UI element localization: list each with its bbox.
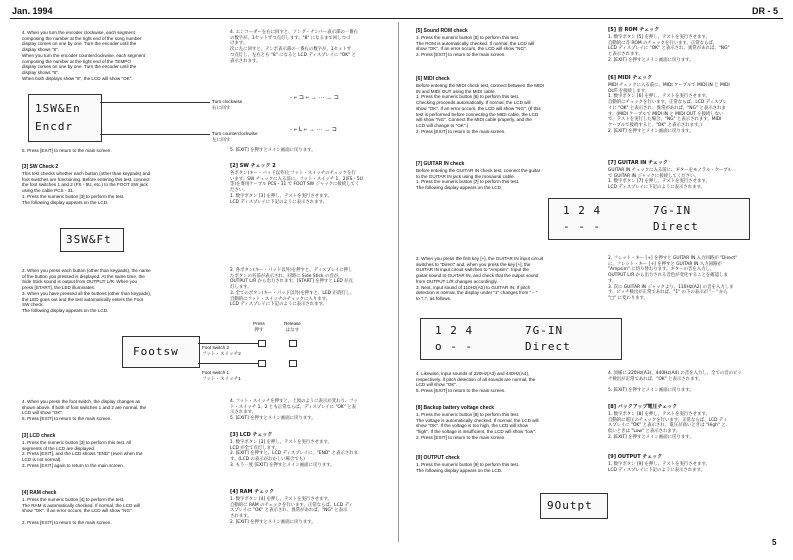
rom-check-title-jp: [5] 音 ROM チェック	[608, 27, 660, 33]
battery-check-title-en: [8] Backup battery voltage check	[416, 405, 495, 411]
guitar-in-lcd-2-bottom-num: o - -	[435, 340, 474, 353]
guitar-in-steps-jp: 2. フレット・キー [+] を押すと GUITAR IN 入力回路が "Direct" に、フレット・キー [+] を押すと GUITAR IN 入力回路が "Ampsim" に切り替わります。ギターの音を入力し、 OUTPUT L/R から出力される音色が変化することを確認しま す。 3. 次に GUITAR IN ジャックより、110Hz(A2) の音を入力しま す。ピッチ検出が正常であれば、"1" の下の表示が "－" から "□" に変わります。	[608, 256, 738, 301]
header-date: Jan. 1994	[12, 6, 53, 16]
sw-check-steps-jp: 2. 各ボタン(キー・パッド以外)を押すと、ディスプレイに押し たボタンの名前が表示され、同時に Side Stick の音が、 OUTPUT L/R から出力されます。[START] を押すと LED が点 灯します。 3. 全てのボタン(キー・パッド以外)を押すと、LED が消灯し、 自動的にフット・スイッチのチェックに入ります。 LCD ディスプレイに下記のように表示されます。	[230, 268, 355, 308]
encoder-step5-en: 5. Press [EXIT] to return to the main screen.	[22, 148, 112, 153]
guitar-in-lcd-1-bottom-num: - - -	[563, 220, 602, 233]
battery-check-text-jp: 1. 数字ボタン [8] を押し、テストを実行させます。 自動的に電圧のチェックを行います。正常ならば、LCD ディ スプレイに "OK" と表示され、電圧が高いときは "High" と、 低いときは "Low" と表示されます。 2. [EXIT] を押すとメイン画面に戻ります。	[608, 412, 731, 440]
midi-check-text-en: Before entering the MIDI check test, connect between the MIDI IN and MIDI OUT using the MIDI cable. 1. Press the numeric button [6] to perform this test. Checking proceeds automatically. If normal, the LCD will show "OK". If an error occurs, the LCD will show "NG". (If this test is performed before connecting the MIDI cable, the LCD will show "NG". Connect the MIDI cable properly, and the LCD will change to "OK".) 2. Press [EXIT] to return to the main screen.	[416, 83, 544, 134]
encoder-lcd-top: 1SW&En	[35, 102, 81, 115]
turn-counterclockwise-label: Turn counterclockwise 左に回す	[212, 131, 258, 142]
fs1-release-indicator	[289, 360, 297, 367]
guitar-in-steps-en: 2. When you press the first key [+], the GUITAR IN input circuit switches to "Direct" and, when you press the key [+], the GUITAR IN input circuit switches to "Ampsim". Input the guitar sound to GUITAR IN, and check that the output sound from OUTPUT L/R changes accordingly. 3. Next, input sound of 110Hz(A2) to GUITAR IN. If pitch detection is normal, the display under "1" changes from "－" to "□", as follows.	[416, 256, 544, 301]
footsw-lcd	[122, 336, 200, 368]
encoder-lcd-bottom: Encdr	[35, 120, 74, 133]
guitar-in-lcd-2-top-num: 1 2 4	[435, 324, 474, 337]
lcd-check-title-en: [3] LCD check	[22, 433, 56, 439]
midi-check-title-jp: [6] MIDI チェック	[608, 75, 653, 81]
guitar-in-title-en: [7] GUITAR IN check	[416, 161, 465, 167]
ram-check-title-jp: [4] RAM チェック	[230, 489, 275, 495]
battery-check-text-en: 1. Press the numeric button [8] to perform this test. The voltage is automatically checked. If normal, the LCD will show "OK". If the voltage is too high, the LCD will show "high". If the voltage is insufficient, the LCD will show "low". 2. Press [EXIT] to return to the main screen.	[416, 412, 539, 440]
header-rule	[10, 18, 783, 19]
sw-check-final-jp: 4. フット・スイッチを押すと、上図のように表示が変わり、フッ ト・スイッチ 1、2 とも正常ならば、ディスプレイに "OK" と表 示されます。 5. [EXIT] を押すとメイン画面に戻ります。	[230, 399, 358, 422]
fs2-release-indicator	[289, 340, 297, 347]
guitar-in-text-jp: GUITAR IN チェックに入る前に、ギターをモノラル・ケーブル で GUITAR IN ジャックに接続してください。 1. 数字ボタン [7] を押し、テストを実行させます。 LCD ディスプレイに下記のように表示されます。	[608, 168, 732, 191]
guitar-in-lcd-1-top-text: 7G-IN	[653, 204, 692, 217]
lcd-check-text-en: 1. Press the numeric button [3] to perform this test. All segments of the LCD are displayed. 2. Press [EXIT], and the LCD shows "END" (even when the LCD is not normal). 3. Press [EXIT] again to return to the main screen.	[22, 440, 143, 468]
encoder-step5-jp: 5. [EXIT] を押すとメイン画面に戻ります。	[230, 148, 316, 153]
segment-seq-ccw: - ⌐ L ⌐ → ··· → ⊐	[290, 127, 337, 133]
release-label: Release はなす	[284, 321, 301, 332]
guitar-in-lcd-1	[548, 198, 750, 240]
output-check-title-en: [9] OUTPUT check	[416, 455, 460, 461]
output-check-text-en: 1. Press the numeric button [9] to perform this test. The following display appears on the LCD.	[416, 462, 520, 473]
output-check-text-jp: 1. 数字ボタン [9] を押し、テストを実行させます。 LCD ディスプレイに下記のように表示されます。	[608, 462, 710, 473]
guitar-in-lcd-1-top-num: 1 2 4	[563, 204, 602, 217]
output-lcd	[540, 493, 608, 519]
rom-check-text-jp: 1. 数字ボタン [5] を押し、テストを実行させます。 自動的に音 ROM のチェックを行います。正常ならば、 LCD ディスプレイに "OK" と表示され、異常があれば、"NG" と表示されます。 2. [EXIT] を押すとメイン画面に戻ります。	[608, 35, 730, 63]
ccw-leader	[100, 134, 210, 135]
footsw-lcd-text: Footsw	[133, 345, 179, 358]
rom-check-text-en: 1. Press the numeric button [5] to perform this test. The ROM is automatically checked. If normal, the LCD will show "OK". If an error occurs, the LCD will show "NG". 2. Press [EXIT] to return to the main screen.	[416, 35, 535, 58]
guitar-in-final-en: 4. Likewise, input sounds of 220Hz(A3) and 440Hz(A4), respectively. If pitch detection of all sounds are normal, the LCD will show "OK". 5. Press [EXIT] to return to the main screen.	[416, 371, 536, 394]
guitar-in-lcd-2-top-text: 7G-IN	[525, 324, 564, 337]
ram-check-title-en: [4] RAM check	[22, 490, 57, 496]
header-doc: DR - 5	[752, 6, 779, 16]
guitar-in-final-jp: 4. 同様に 220Hz(A3)、440Hz(A4) の音を入力し、全ての音のピッ チ検出が正常であれば、"OK" と表示されます。 5. [EXIT] を押すとメイン画面に戻ります。	[608, 371, 742, 394]
encoder-text-jp: 4. エンコーダーを右に回すと、ソング・ナンバー表示部の一番右 の数字が、1セットずつ点灯します。"8" になるまで回しつづ けます。 次に左に回すと、テンポ表示部の一番右の数字が、1セットず つ点灯し、左右とも "8" になると LCD ディスプレイに "OK" と 表示されます。	[230, 30, 358, 64]
foot-switch-1-label: Foot switch 1 フット・スイッチ1	[202, 370, 241, 381]
midi-check-title-en: [6] MIDI check	[416, 76, 450, 82]
encoder-text-en: 4. When you turn the encoder clockwise, each segment composing the number at the right end of the song number display comes on one by one. Turn the encoder until the display shows "8". When you turn the encoder counterclockwise, each segment composing the number at the right end of the TEMPO display comes on one by one. Turn the encoder until the display shows "8". When both displays show "8", the LCD will show "OK".	[22, 30, 146, 81]
sw-check-steps-en: 2. When you press each button (other than keypads), the name of the button you pressed is displayed. At the same time, the Side Stick sound is output from OUTPUT L/R. When you press [START], the LED illuminates. 3. When you have pressed all the buttons (other than keypads), the LED goes out and the test automatically enters the Foot SW check. The following display appears on the LCD.	[22, 268, 152, 313]
fs1-press-indicator	[258, 360, 266, 367]
cw-leader	[100, 102, 210, 103]
sw-check-text-jp: 各ボタン(キー・パッド以外)とフット・スイッチのチェックを行 います。SW チェックに入る前に、フット・スイッチ 1、2(FS - 5U 等)を専用ケーブル PCS - 31 で FOOT SW ジャックに接続してく ださい。 1. 数字ボタン [3] を押し、テストを実行させます。 LCD ディスプレイに下記のように表示されます。	[230, 171, 363, 205]
output-lcd-text: 9Outpt	[547, 499, 593, 512]
foot-switch-2-label: Foot switch 2 フット・スイッチ2	[202, 345, 241, 356]
lcd-check-title-jp: [3] LCD チェック	[230, 432, 273, 438]
sw-check-lcd	[60, 228, 124, 252]
output-check-title-jp: [9] OUTPUT チェック	[608, 454, 663, 460]
turn-clockwise-label: Turn clockwise 右に回す	[212, 99, 243, 110]
ram-check-text-en: 1. Press the numeric button [4] to perform the test. The RAM is automatically checked. If normal, the LCD will show "OK". If an error occurs, the LCD will show "NG". 2. Press [EXIT] to return to the main screen.	[22, 497, 140, 525]
midi-check-text-jp: MIDI チェックに入る前に、MIDI ケーブルで MIDI IN と MIDI OUT を接続します。 1. 数字ボタン [6] を押し、テストを実行させます。 自動的にチェックを行います。正常ならば、LCD ディスプレ イに "OK" と表示され、異常があれば、"NG" と表示されま す。(MIDI ケーブルで MIDI IN と MIDI OUT を接続しない で、テストを実行した場合、"NG" と表示されます。MIDI ケーブルで接続すると、"OK" と表示されます。) 2. [EXIT] を押すとメイン画面に戻ります。	[608, 83, 730, 134]
guitar-in-lcd-1-bottom-text: Direct	[653, 220, 699, 233]
fs1-leader	[198, 363, 258, 364]
rom-check-title-en: [5] Sound ROM check	[416, 28, 468, 34]
sw-check-title-en: [3] SW Check 2	[22, 164, 59, 170]
ram-check-text-jp: 1. 数字ボタン [4] を押し、テストを実行させます。 自動的に RAM のチェックを行います。正常ならば、LCD ディ スプレイに "OK" と表示され、異常があれば、"NG" と表示 されます。 2. [EXIT] を押すとメイン画面に戻ります。	[230, 497, 353, 525]
guitar-in-text-en: Before entering the GUITAR IN check test, connect the guitar to the GUITAR IN jack using the monaural cable. 1. Press the numeric button [7] to perform this test. The following display appears on the LCD.	[416, 168, 541, 191]
center-divider	[398, 22, 399, 542]
battery-check-title-jp: [8] バックアップ電圧チェック	[608, 404, 678, 410]
guitar-in-title-jp: [7] GUITAR IN チェック	[608, 160, 668, 166]
segment-seq-cw: - ⌐ ⊐ ⌐ → ··· → ⊐	[290, 95, 339, 101]
sw-check-lcd-text: 3SW&Ft	[66, 233, 112, 246]
press-label: Press 押す	[253, 321, 265, 332]
guitar-in-lcd-2-bottom-text: Direct	[525, 340, 571, 353]
fs2-leader	[198, 343, 258, 344]
fs2-press-indicator	[258, 340, 266, 347]
encoder-lcd	[28, 94, 102, 142]
guitar-in-lcd-2	[420, 318, 622, 360]
sw-check-final-en: 4. When you press the foot switch, the display changes as shown above. If both of foot switches 1 and 2 are normal, the LCD will show "OK". 5. Press [EXIT] to return to the main screen.	[22, 399, 147, 422]
sw-check-title-jp: [2] SW チェック 2	[230, 163, 276, 169]
sw-check-text-en: This test checks whether each button (other than keypads) and foot switches are functioning. Before entering this test, connect the foot switches 1 and 2 (FS - 5U, etc.) to the FOOT SW jack using the cable PCS - 31. 1. Press the numeric button [3] to perform the test. The following display appears on the LCD.	[22, 171, 151, 205]
page-number: 5	[772, 538, 777, 547]
lcd-check-text-jp: 1. 数字ボタン [3] を押し、テストを実行させます。 LCD が全て点灯します。 2. [EXIT] を押すと、LCD ディスプレイに、"END" と表示されま す。(LCD の表示がおかしい場合でも) 3. もう一度 [EXIT] を押すとメイン画面に戻ります。	[230, 440, 359, 468]
